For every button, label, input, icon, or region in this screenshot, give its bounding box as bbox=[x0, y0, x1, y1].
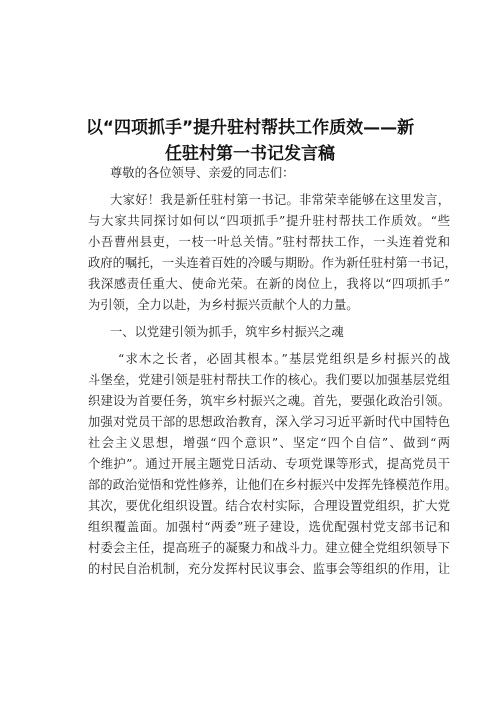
document-title-line-1: 以“四项抓手”提升驻村帮扶工作质效——新 bbox=[85, 118, 415, 138]
body-line: 其次，要优化组织设置。结合农村实际，合理设置党组织，扩大党 bbox=[88, 499, 450, 513]
body-line: 政府的嘱托，一头连着百姓的冷暖与期盼。作为新任驻村第一书记， bbox=[88, 256, 457, 270]
body-line: 织建设为首要任务，筑牢乡村振兴之魂。首先，要强化政治引领。 bbox=[88, 394, 450, 408]
body-line: 组织覆盖面。加强村“两委”班子建设，选优配强村党支部书记和 bbox=[88, 520, 450, 534]
salutation: 尊敬的各位领导、亲爱的同志们： bbox=[110, 166, 295, 180]
body-line: 的村民自治机制，充分发挥村民议事会、监事会等组织的作用，让 bbox=[88, 562, 450, 576]
body-line: 个维护”。通过开展主题党日活动、专项党课等形式，提高党员干 bbox=[88, 457, 450, 471]
body-line: 村委会主任，提高班子的凝聚力和战斗力。建立健全党组织领导下 bbox=[88, 541, 450, 555]
body-line: 社会主义思想，增强“四个意识”、坚定“四个自信”、做到“两 bbox=[88, 436, 450, 450]
body-line: 我深感责任重大、使命光荣。在新的岗位上，我将以“四项抓手” bbox=[88, 277, 450, 291]
body-line: 小吾曹州县吏，一枝一叶总关情。”驻村帮扶工作，一头连着党和 bbox=[88, 235, 450, 249]
body-line: “求木之长者，必固其根本。”基层党组织是乡村振兴的战 bbox=[118, 352, 450, 366]
section-heading: 一、以党建引领为抓手，筑牢乡村振兴之魂 bbox=[110, 325, 344, 339]
document-title-line-2: 任驻村第一书记发言稿 bbox=[165, 144, 335, 164]
body-line: 部的政治觉悟和党性修养，让他们在乡村振兴中发挥先锋模范作用。 bbox=[88, 478, 457, 492]
body-line: 加强对党员干部的思想政治教育，深入学习习近平新时代中国特色 bbox=[88, 415, 450, 429]
body-line: 斗堡垒，党建引领是驻村帮扶工作的核心。我们要以加强基层党组 bbox=[88, 373, 450, 387]
body-line: 与大家共同探讨如何以“四项抓手”提升驻村帮扶工作质效。“些 bbox=[88, 214, 450, 228]
body-line: 大家好！我是新任驻村第一书记。非常荣幸能够在这里发言， bbox=[110, 193, 450, 207]
body-line: 为引领，全力以赴，为乡村振兴贡献个人的力量。 bbox=[88, 298, 359, 312]
